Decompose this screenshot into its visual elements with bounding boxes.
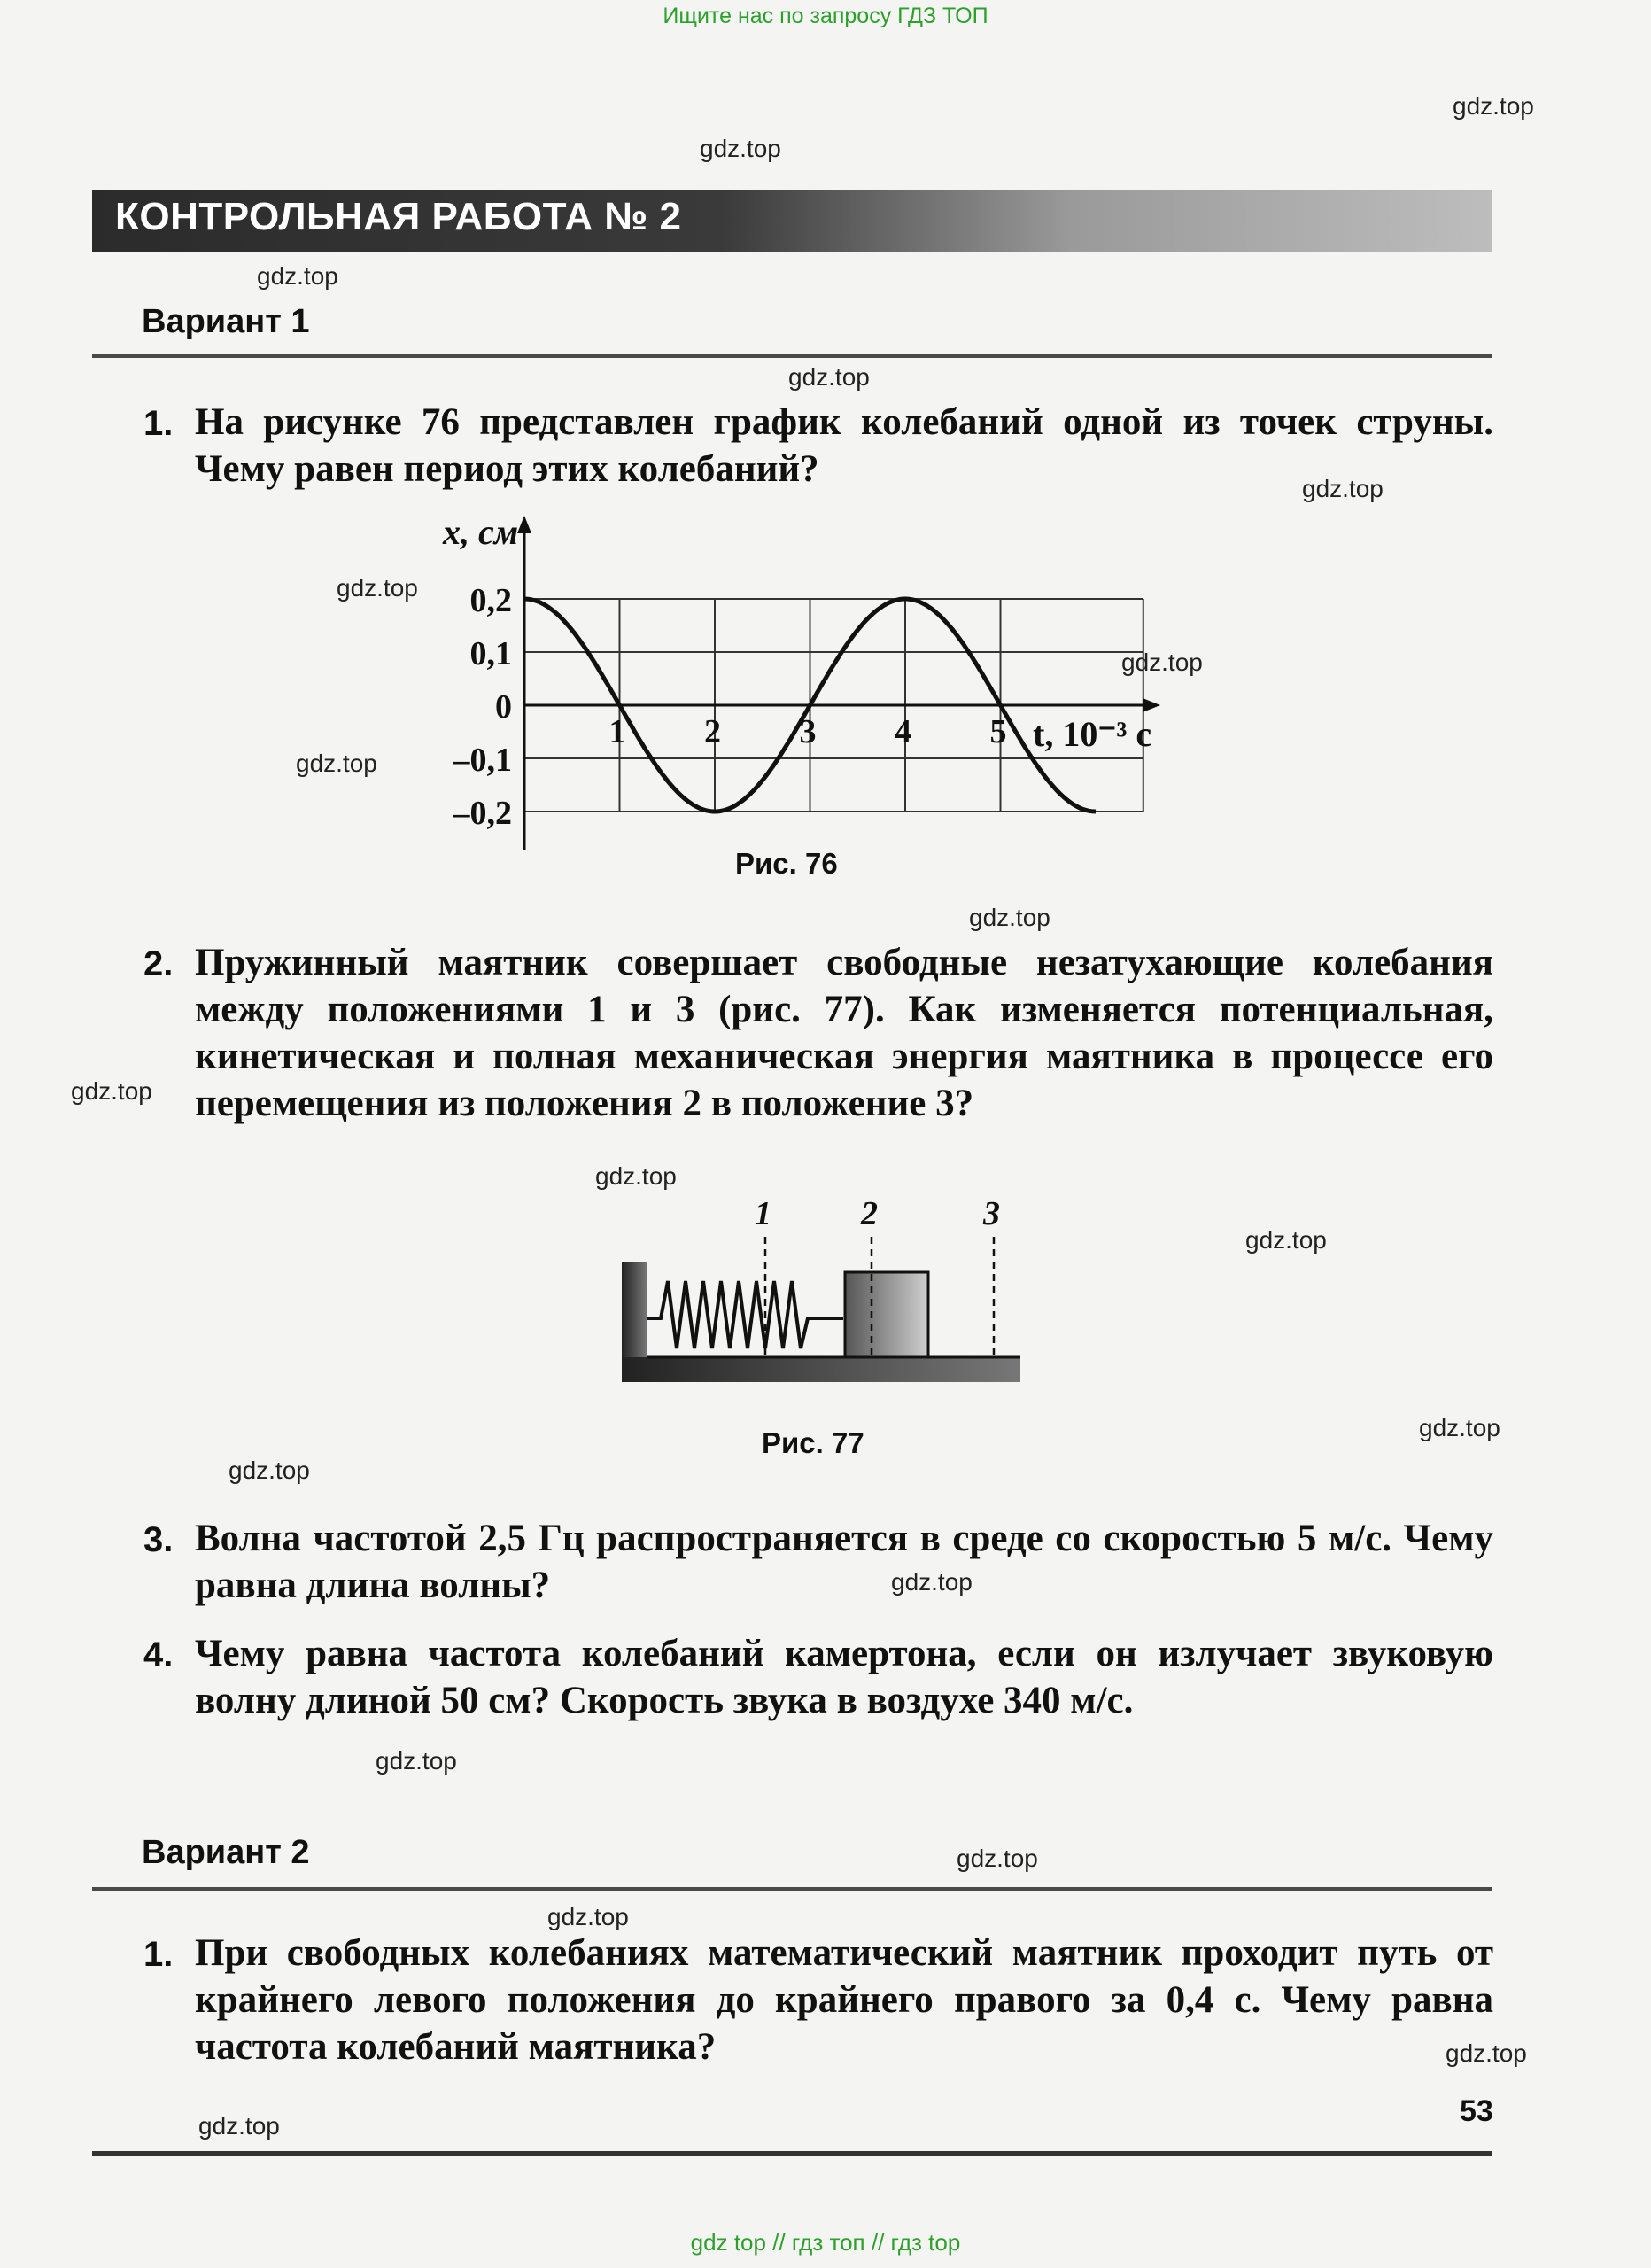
divider: [92, 354, 1492, 358]
watermark: gdz.top: [198, 2112, 280, 2140]
y-tick-label: 0,1: [469, 635, 512, 672]
y-tick-labels: [453, 582, 513, 832]
x-tick-label: 2: [704, 713, 721, 750]
watermark: gdz.top: [1121, 649, 1203, 676]
figure-77-spring-pendulum: [611, 1187, 1036, 1435]
task-text: Чему равна частота колебаний камертона, если он излучает звуковую волну длиной 50 см? Скорость звука в воздухе 340 м/с.: [195, 1633, 1493, 1721]
divider: [92, 1887, 1492, 1891]
watermark: gdz.top: [376, 1747, 457, 1775]
y-axis-label: x, см: [443, 514, 519, 552]
top-banner[interactable]: Ищите нас по запросу ГДЗ ТОП: [663, 4, 988, 28]
watermark: gdz.top: [229, 1456, 310, 1484]
figure-76-graph: [266, 514, 1205, 868]
watermark: gdz.top: [1446, 2039, 1527, 2067]
floor: [622, 1357, 1020, 1382]
figure-77-caption: Рис. 77: [762, 1426, 864, 1459]
watermark: gdz.top: [71, 1077, 152, 1105]
page-title: КОНТРОЛЬНАЯ РАБОТА № 2: [115, 195, 682, 238]
task-text: На рисунке 76 представлен график колебаний одной из точек струны. Чему равен период этих колебаний?: [195, 401, 1493, 490]
position-label-3: 3: [983, 1195, 1000, 1232]
task-text: Волна частотой 2,5 Гц распространяется в среде со скоростью 5 м/с. Чему равна длина волны?: [195, 1518, 1493, 1606]
task-text: Пружинный маятник совершает свободные незатухающие колебания между положениями 1 и 3 (рис. 77). Как изменяется потенциальная, кинетическая и полная механическая энергия маятника в процессе его перемещения из положения 2 в положение 3?: [195, 942, 1493, 1124]
watermark: gdz.top: [891, 1568, 973, 1596]
y-tick-label: 0: [495, 688, 512, 726]
watermark: gdz.top: [969, 904, 1050, 931]
watermark: gdz.top: [1419, 1414, 1500, 1441]
watermark: gdz.top: [1453, 92, 1534, 120]
y-axis-arrow: [517, 516, 531, 533]
footer-rule: [92, 2151, 1492, 2156]
variant-1-title: Вариант 1: [142, 303, 310, 340]
task-number: 4.: [143, 1635, 174, 1674]
watermark: gdz.top: [296, 750, 377, 777]
position-label-1: 1: [755, 1195, 771, 1232]
task-number: 3.: [143, 1520, 174, 1559]
watermark: gdz.top: [788, 363, 870, 391]
watermark: gdz.top: [1302, 475, 1384, 502]
watermark: gdz.top: [257, 262, 338, 290]
watermark: gdz.top: [337, 574, 418, 602]
position-label-2: 2: [861, 1195, 878, 1232]
x-axis-arrow: [1143, 698, 1160, 712]
y-tick-label: –0,2: [453, 795, 512, 832]
spring: [647, 1281, 843, 1348]
task-number: 1.: [143, 404, 174, 443]
bottom-banner[interactable]: gdz top // гдз топ // гдз top: [690, 2229, 961, 2256]
y-tick-label: –0,1: [453, 742, 512, 779]
watermark: gdz.top: [595, 1162, 677, 1190]
x-tick-label: 4: [895, 713, 911, 750]
x-axis-label: t, 10⁻³ с: [1033, 714, 1152, 754]
task-text: При свободных колебаниях математический маятник проходит путь от крайнего левого положения до крайнего правого за 0,4 с. Чему равна частота колебаний маятника?: [195, 1932, 1493, 2068]
x-tick-label: 5: [989, 713, 1007, 750]
watermark: gdz.top: [700, 135, 781, 162]
page-number: 53: [1460, 2094, 1493, 2128]
x-tick-label: 3: [799, 713, 817, 750]
watermark: gdz.top: [1245, 1226, 1327, 1254]
figure-76-caption: Рис. 76: [735, 847, 838, 880]
task-number: 1.: [143, 1935, 174, 1974]
y-tick-label: 0,2: [469, 582, 512, 619]
block: [845, 1272, 928, 1357]
watermark: gdz.top: [957, 1845, 1038, 1872]
variant-2-title: Вариант 2: [142, 1834, 310, 1871]
x-tick-label: 1: [608, 713, 626, 750]
x-tick-labels: [609, 713, 1007, 750]
task-number: 2.: [143, 944, 174, 983]
watermark: gdz.top: [547, 1903, 629, 1930]
